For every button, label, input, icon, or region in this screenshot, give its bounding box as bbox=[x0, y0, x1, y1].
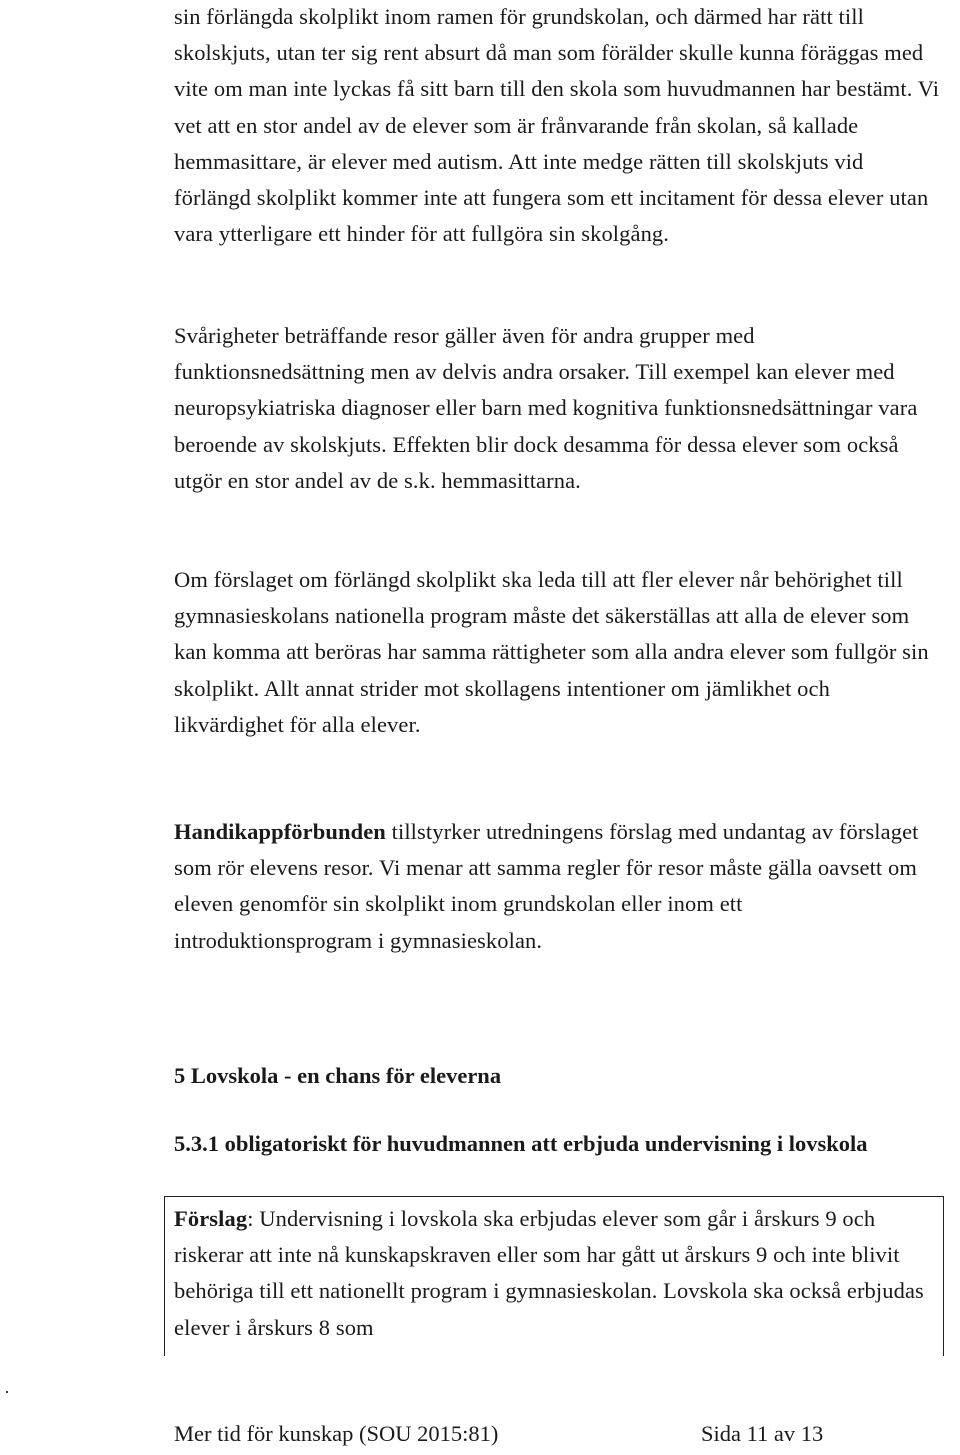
proposal-body: : Undervisning i lovskola ska erbjudas elever som går i årskurs 9 och riskerar att inte nå kunskapskraven eller som har gått ut årskurs 9 och inte blivit behöriga till ett nationellt program i gymnasieskolan. Lovskola ska också erbjudas elever i årskurs 8 som bbox=[174, 1206, 924, 1340]
organization-name: Handikappförbunden bbox=[174, 819, 386, 844]
proposal-text bbox=[174, 1201, 944, 1346]
body-paragraph-4-text: tillstyrker utredningens förslag med undantag av förslaget som rör elevens resor. Vi menar att samma regler för resor måste gälla oavsett om eleven genomför sin skolplikt inom grundskolan eller inom ett introduktionsprogram i gymnasieskolan. bbox=[174, 819, 919, 953]
body-paragraph-3: Om förslaget om förlängd skolplikt ska leda till att fler elever når behörighet till gymnasieskolans nationella program måste det säkerställas att alla de elever som kan komma att beröras har samma rättigheter som alla andra elever som fullgör sin skolplikt. Allt annat strider mot skollagens intentioner om jämlikhet och likvärdighet för alla elever. bbox=[174, 567, 929, 737]
body-paragraph-1: sin förlängda skolplikt inom ramen för grundskolan, och därmed har rätt till skolskjuts, utan ter sig rent absurt då man som förälder skulle kunna föräggas med vite om man inte lyckas få sitt barn till den skola som huvudmannen har bestämt. Vi vet att en stor andel av de elever som är frånvarande från skolan, så kallade hemmasittare, är elever med autism. Att inte medge rätten till skolskjuts vid förlängd skolplikt kommer inte att fungera som ett incitament för dessa elever utan vara ytterligare ett hinder för att fullgöra sin skolgång. bbox=[174, 4, 940, 247]
footer-page-number: Sida 11 av 13 bbox=[701, 1421, 824, 1446]
proposal-label: Förslag bbox=[174, 1206, 248, 1231]
footer-title: Mer tid för kunskap (SOU 2015:81) bbox=[174, 1421, 499, 1446]
section-heading: 5 Lovskola - en chans för eleverna bbox=[174, 1063, 502, 1088]
subsection-heading: 5.3.1 obligatoriskt för huvudmannen att erbjuda undervisning i lovskola bbox=[174, 1131, 868, 1156]
body-paragraph-2: Svårigheter beträffande resor gäller även för andra grupper med funktionsnedsättning men av delvis andra orsaker. Till exempel kan elever med neuropsykiatriska diagnoser eller barn med kognitiva funktionsnedsättningar vara beroende av skolskjuts. Effekten blir dock desamma för dessa elever som också utgör en stor andel av de s.k. hemmasittarna. bbox=[174, 323, 918, 493]
scan-speck bbox=[6, 1391, 8, 1393]
body-paragraph-4 bbox=[174, 814, 944, 959]
